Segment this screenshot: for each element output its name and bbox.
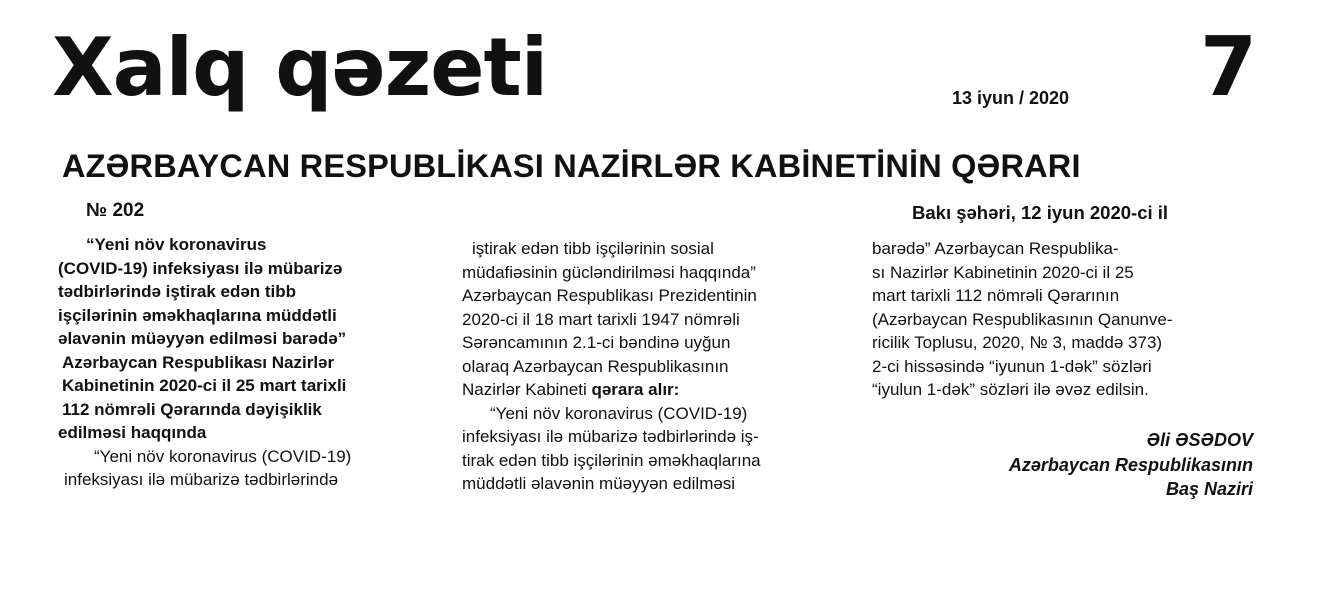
body-line: iştirak edən tibb işçilərinin sosial — [472, 239, 714, 258]
body-line: mart tarixli 112 nömrəli Qərarının — [872, 286, 1120, 305]
body-line: ricilik Toplusu, 2020, № 3, maddə 373) — [872, 333, 1163, 352]
resolution-text: Nazirlər Kabineti — [462, 380, 592, 399]
page-number: 7 — [1200, 20, 1258, 115]
body-line: Sərəncamının 2.1-ci bəndinə uyğun — [462, 333, 731, 352]
signature-block — [1009, 428, 1253, 502]
body-line: “Yeni növ koronavirus (COVID-19) — [490, 403, 748, 423]
decree-subject-title — [58, 233, 428, 257]
title-line: (COVID-19) infeksiyası ilə mübarizə — [58, 258, 343, 278]
title-line: “Yeni növ koronavirus — [86, 235, 267, 254]
column-3 — [872, 237, 1232, 402]
body-line: tirak edən tibb işçilərinin əməkhaqlarına — [462, 450, 761, 470]
issue-date: 13 iyun / 2020 — [952, 88, 1070, 108]
masthead-title: Xalq qəzeti — [52, 21, 548, 114]
body-line: sı Nazirlər Kabinetinin 2020-ci il 25 — [872, 262, 1134, 282]
title-line: Azərbaycan Respublikası Nazirlər — [62, 352, 335, 372]
title-line: edilməsi haqqında — [58, 423, 207, 442]
title-line: əlavənin müəyyən edilməsi barədə” — [58, 329, 347, 348]
body-line: Azərbaycan Respublikası Prezidentinin — [462, 286, 757, 305]
title-line: 112 nömrəli Qərarında dəyişiklik — [62, 399, 322, 419]
resolution-keyword: qərara alır: — [591, 380, 680, 399]
body-line: “iyulun 1-dək” sözləri ilə əvəz edilsin. — [872, 380, 1149, 399]
body-line: “Yeni növ koronavirus (COVID-19) — [94, 446, 352, 466]
place-and-date: Bakı şəhəri, 12 iyun 2020-ci il — [912, 202, 1169, 223]
body-line: müdafiəsinin gücləndirilməsi haqqında” — [462, 262, 756, 282]
signatory-title-line-1: Azərbaycan Respublikasının — [1008, 454, 1253, 475]
column-1 — [58, 233, 428, 492]
signatory-title-line-2: Baş Naziri — [1165, 479, 1253, 499]
title-line: işçilərinin əmәkhaqlarına müddətli — [58, 305, 337, 325]
body-line: 2-ci hissəsində “iyunun 1-dək” sözləri — [872, 356, 1152, 376]
title-line: tədbirlərində iştirak edən tibb — [58, 282, 297, 301]
body-line: infeksiyası ilə mübarizə tədbirlərində iş- — [462, 427, 759, 446]
title-line: Kabinetinin 2020-ci il 25 mart tarixli — [62, 376, 347, 395]
column-1-body — [58, 445, 428, 492]
decree-number: № 202 — [86, 200, 145, 221]
decree-headline: AZƏRBAYCAN RESPUBLİKASI NAZİRLƏR KABİNETİNİN QƏRARI — [62, 148, 1081, 184]
body-line: olaraq Azərbaycan Respublikasının — [462, 356, 729, 376]
signatory-name: Əli ƏSƏDOV — [1146, 430, 1253, 450]
body-line: 2020-ci il 18 mart tarixli 1947 nömrəli — [462, 309, 740, 329]
body-line: barədə” Azərbaycan Respublika- — [872, 239, 1119, 258]
column-2 — [462, 237, 852, 496]
body-line: müddətli əlavənin müəyyən edilməsi — [462, 474, 736, 493]
resolution-line — [462, 378, 852, 402]
decree-subject-title-rest — [58, 257, 428, 445]
body-line: infeksiyası ilə mübarizə tədbirlərində — [64, 470, 339, 489]
body-line: (Azərbaycan Respublikasının Qanunve- — [872, 309, 1173, 329]
